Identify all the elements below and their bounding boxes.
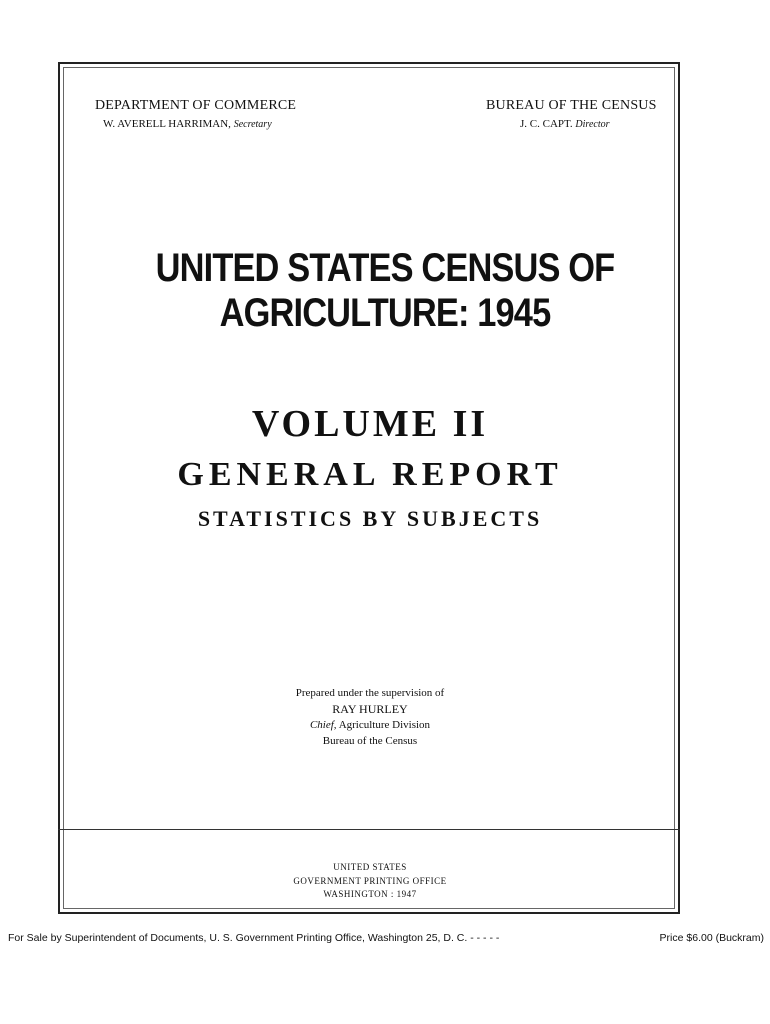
subtitle-heading: STATISTICS BY SUBJECTS <box>197 506 543 531</box>
prepared-line: Prepared under the supervision of <box>295 687 445 699</box>
sale-footer <box>8 932 764 944</box>
bottom-divider <box>58 829 680 830</box>
director-role: Director <box>575 119 610 130</box>
bureau-title: BUREAU OF THE CENSUS <box>486 98 657 113</box>
department-secretary <box>103 118 272 130</box>
supervisor-role-title: Chief, <box>309 719 337 731</box>
price-text: Price $6.00 (Buckram) <box>659 932 764 944</box>
printer-line-2: GOVERNMENT PRINTING OFFICE <box>293 876 447 886</box>
printer-line-3: WASHINGTON : 1947 <box>323 889 417 899</box>
main-title: UNITED STATES CENSUS OF AGRICULTURE: 1945 <box>155 246 615 335</box>
secretary-role: Secretary <box>233 119 272 130</box>
bureau-director <box>520 118 610 130</box>
sale-text: For Sale by Superintendent of Documents, U. S. Government Printing Office, Washington 25, D. C. - - - - - <box>8 932 500 944</box>
supervisor-role <box>0 718 740 733</box>
report-heading: GENERAL REPORT <box>177 456 563 493</box>
volume-heading: VOLUME II <box>251 403 489 445</box>
director-name: J. C. CAPT. <box>520 118 573 130</box>
supervisor-name: RAY HURLEY <box>332 702 408 716</box>
department-title: DEPARTMENT OF COMMERCE <box>95 98 297 113</box>
printer-line-1: UNITED STATES <box>333 862 407 872</box>
supervisor-org: Bureau of the Census <box>322 735 418 747</box>
secretary-name: W. AVERELL HARRIMAN, <box>103 118 231 130</box>
supervisor-role-division: Agriculture Division <box>338 719 431 731</box>
